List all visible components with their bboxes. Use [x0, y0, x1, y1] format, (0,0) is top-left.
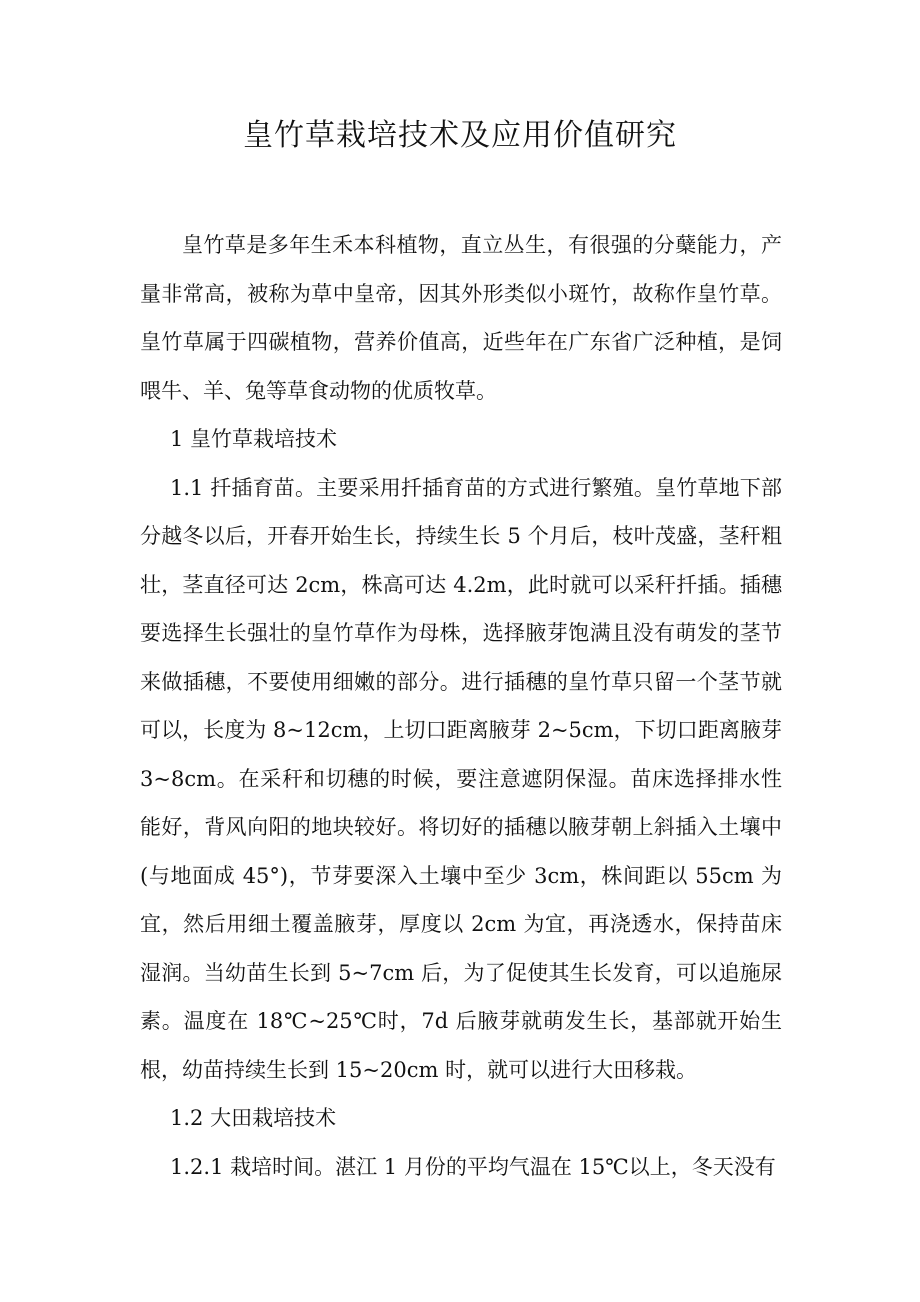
- intro-paragraph: 皇竹草是多年生禾本科植物，直立丛生，有很强的分蘖能力，产量非常高，被称为草中皇帝，因其外形类似小斑竹，故称作皇竹草。皇竹草属于四碳植物，营养价值高，近些年在广东省广泛种植，是饲喂牛、羊、兔等草食动物的优质牧草。: [140, 233, 782, 403]
- document-title: 皇竹草栽培技术及应用价值研究: [243, 118, 677, 153]
- document-body: [140, 221, 782, 1191]
- section-heading-1: 1 皇竹草栽培技术: [170, 427, 338, 451]
- paragraph-1-2-1: 1.2.1 栽培时间。湛江 1 月份的平均气温在 15℃以上，冬天没有: [170, 1154, 776, 1179]
- paragraph-1-1: 1.1 扦插育苗。主要采用扦插育苗的方式进行繁殖。皇竹草地下部分越冬以后，开春开始生长，持续生长 5 个月后，枝叶茂盛，茎秆粗壮，茎直径可达 2cm，株高可达 4.2m，此时就可以采秆扦插。插穗要选择生长强壮的皇竹草作为母株，选择腋芽饱满且没有萌发的茎节来做插穗，不要使用细嫩的部分。进行插穗的皇竹草只留一个茎节就可以，长度为 8~12cm，上切口距离腋芽 2~5cm，下切口距离腋芽 3~8cm。在采秆和切穗的时候，要注意遮阴保湿。苗床选择排水性能好，背风向阳的地块较好。将切好的插穗以腋芽朝上斜插入土壤中(与地面成 45°)，节芽要深入土壤中至少 3cm，株间距以 55cm 为宜，然后用细土覆盖腋芽，厚度以 2cm 为宜，再浇透水，保持苗床湿润。当幼苗生长到 5~7cm 后，为了促使其生长发育，可以追施尿素。温度在 18℃~25℃时，7d 后腋芽就萌发生长，基部就开始生根，幼苗持续生长到 15~20cm 时，就可以进行大田移栽。: [140, 475, 782, 1082]
- section-heading-1-2: 1.2 大田栽培技术: [170, 1106, 337, 1130]
